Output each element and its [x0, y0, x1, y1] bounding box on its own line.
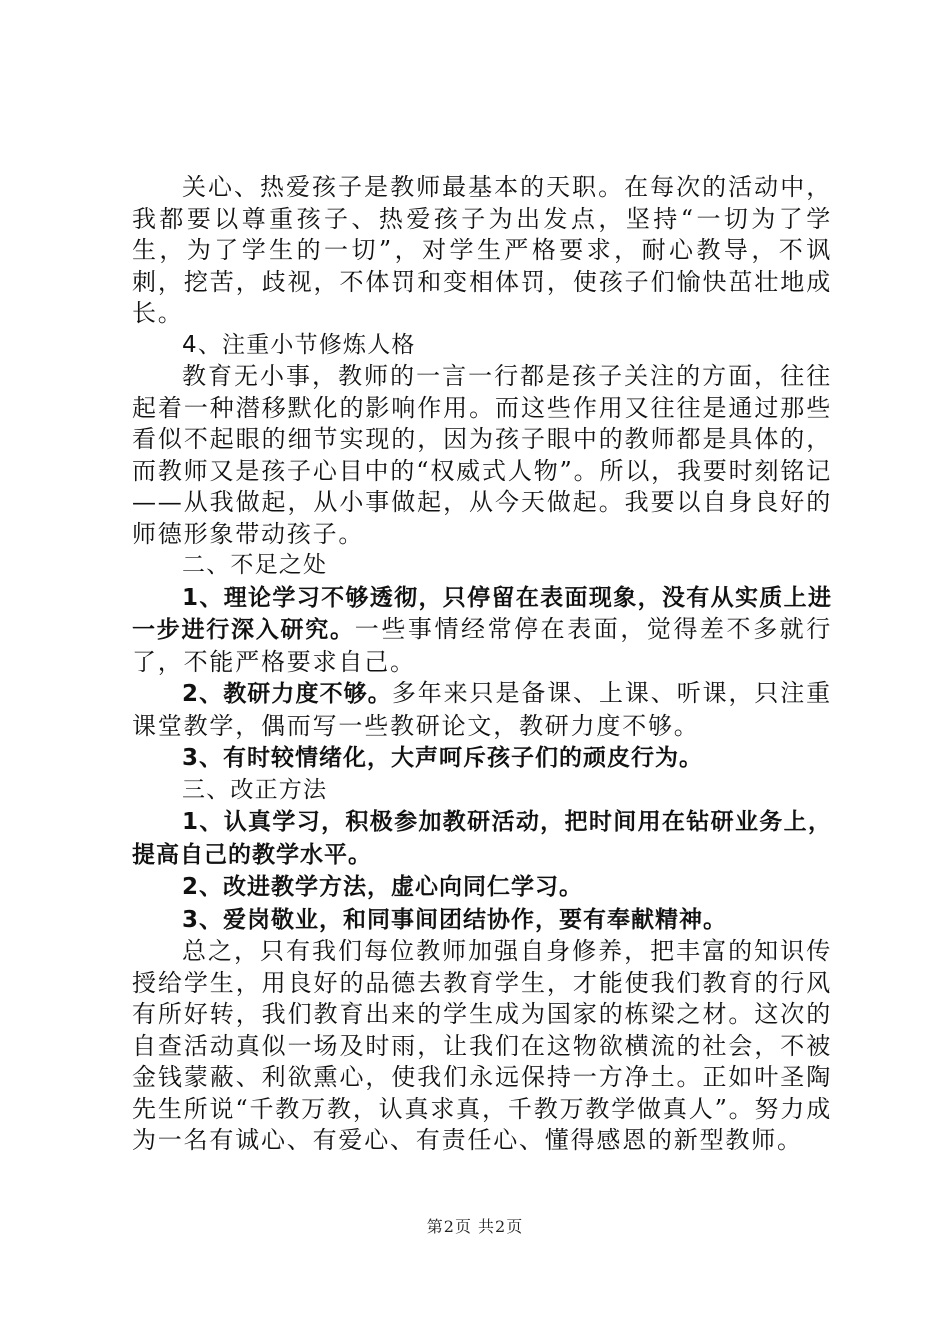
paragraph-text: 总之，只有我们每位教师加强自身修养，把丰富的知识传授给学生，用良好的品德去教育学生，才能使我们教育的行风有所好转，我们教育出来的学生成为国家的栋梁之材。这次的自查活动真似一场及时雨，让我们在这物欲横流的社会，不被金钱蒙蔽、利欲熏心，使我们永远保持一方净土。正如叶圣陶先生所说“千教万教，认真求真，千教万教学做真人”。努力成为一名有诚心、有爱心、有责任心、懂得感恩的新型教师。	[132, 937, 832, 1154]
paragraph-lead: 3、有时较情绪化，大声呵斥孩子们的顽皮行为。	[182, 745, 704, 771]
heading-text: 二、不足之处	[182, 552, 328, 578]
paragraph-no-small-matters	[132, 361, 832, 550]
heading-text: 4、注重小节修炼人格	[182, 331, 416, 358]
paragraph-lead: 2、改进教学方法，虚心向同仁学习。	[182, 874, 584, 900]
paragraph-method-1	[132, 806, 832, 871]
paragraph-lead: 2、教研力度不够。	[182, 681, 392, 707]
paragraph-shortcoming-3	[132, 742, 832, 775]
paragraph-text: 教育无小事，教师的一言一行都是孩子关注的方面，往往起着一种潜移默化的影响作用。而这些作用又往往是通过那些看似不起眼的细节实现的，因为孩子眼中的教师都是具体的，而教师又是孩子心目中的“权威式人物”。所以，我要时刻铭记——从我做起，从小事做起，从今天做起。我要以自身良好的师德形象带动孩子。	[132, 362, 832, 548]
paragraph-method-3	[132, 904, 832, 937]
heading-text: 三、改正方法	[182, 776, 328, 803]
heading-shortcomings	[132, 550, 832, 582]
paragraph-text: 一些事情经常停在表面，觉得差不多就行了，不能严格要求自己。	[132, 615, 833, 676]
page-number-footer: 第2页 共2页	[426, 1217, 524, 1236]
document-body	[132, 172, 832, 1157]
heading-details-character	[132, 330, 832, 362]
paragraph-care-for-children	[132, 172, 832, 330]
paragraph-lead: 1、理论学习不够透彻，只停留在表面现象，没有从实质上进一步进行深入研究。	[132, 584, 832, 643]
paragraph-shortcoming-2	[132, 678, 832, 742]
heading-corrective-methods	[132, 775, 832, 807]
paragraph-lead: 1、认真学习，积极参加教研活动，把时间用在钻研业务上，提高自己的教学水平。	[132, 809, 832, 868]
paragraph-text: 多年来只是备课、上课、听课，只注重课堂教学，偶而写一些教研论文，教研力度不够。	[132, 679, 832, 740]
paragraph-text: 关心、热爱孩子是教师最基本的天职。在每次的活动中，我都要以尊重孩子、热爱孩子为出发点，坚持“一切为了学生，为了学生的一切”，对学生严格要求，耐心教导，不讽刺，挖苦，歧视，不体罚和变相体罚，使孩子们愉快茁壮地成长。	[132, 173, 832, 327]
paragraph-lead: 3、爱岗敬业，和同事间团结协作，要有奉献精神。	[182, 906, 728, 933]
paragraph-shortcoming-1	[132, 582, 832, 679]
paragraph-conclusion	[132, 936, 832, 1157]
paragraph-method-2	[132, 871, 832, 904]
